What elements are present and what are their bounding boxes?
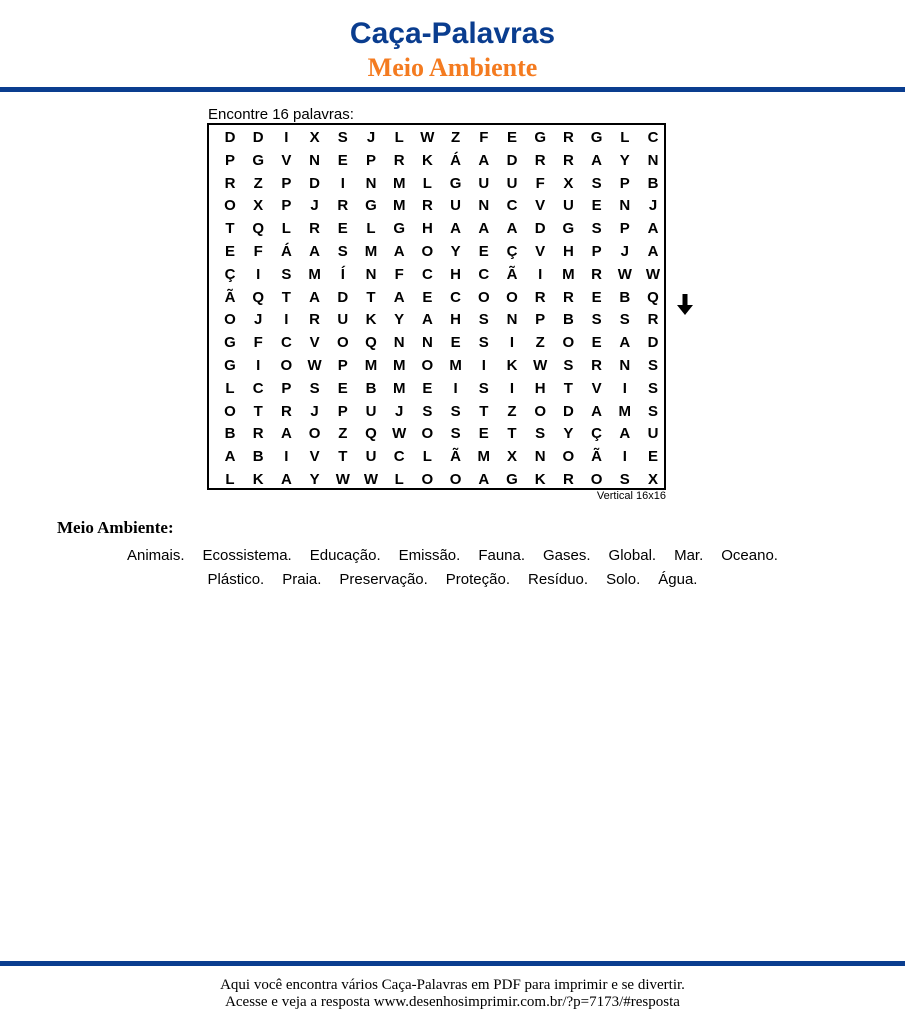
grid-letter: F [479, 129, 489, 146]
word-list-line-1 [0, 547, 905, 565]
grid-letter: M [364, 357, 378, 374]
grid-letter: Q [252, 220, 265, 238]
grid-letter: G [393, 220, 406, 238]
grid-letter: E [450, 334, 461, 352]
grid-letter: Ã [591, 448, 603, 466]
grid-letter: Y [309, 471, 320, 488]
grid-letter: S [591, 220, 602, 238]
word-list-item: Fauna. [478, 547, 526, 564]
grid-letter: G [224, 357, 236, 374]
grid-letter: P [535, 311, 546, 329]
grid-letter: U [365, 402, 377, 420]
grid-letter: Á [450, 151, 462, 169]
grid-letter: B [647, 174, 659, 192]
grid-letter: D [506, 151, 518, 169]
grid-letter: S [478, 311, 489, 329]
grid-letter: L [620, 129, 630, 146]
grid-letter: L [225, 471, 235, 488]
grid-letter: B [252, 448, 264, 466]
grid-letter: H [450, 265, 462, 283]
grid-letter: Ã [506, 265, 518, 283]
footer-divider [0, 961, 905, 966]
grid-letter: O [224, 197, 236, 215]
grid-letter: G [449, 174, 462, 192]
grid-letter: C [421, 265, 433, 283]
grid-letter: Q [365, 425, 377, 443]
grid-letter: P [591, 243, 602, 260]
grid-caption: Vertical 16x16 [596, 490, 666, 502]
grid-letter: F [253, 243, 263, 260]
grid-letter: A [280, 425, 292, 443]
grid-letter: N [393, 334, 405, 352]
grid-letter: F [253, 334, 263, 352]
grid-letter: O [562, 334, 575, 352]
grid-letter: A [619, 425, 631, 443]
grid-letter: M [562, 265, 575, 283]
grid-letter: N [506, 311, 518, 329]
grid-letter: O [280, 357, 293, 374]
grid-letter: L [422, 448, 432, 466]
grid-letter: R [280, 402, 292, 420]
grid-letter: Z [535, 334, 545, 352]
grid-letter: I [284, 311, 289, 329]
grid-letter: E [591, 197, 602, 215]
word-list-item: Animais. [127, 547, 185, 564]
grid-letter: I [509, 379, 515, 397]
grid-letter: Y [450, 243, 461, 260]
word-list-title: Meio Ambiente: [57, 518, 174, 537]
grid-letter: H [534, 379, 546, 397]
grid-letter: I [538, 265, 543, 283]
grid-letter: O [562, 448, 575, 466]
word-list-item: Água. [658, 571, 698, 588]
grid-letter: R [562, 151, 574, 169]
grid-letter: H [421, 220, 433, 238]
grid-letter: E [337, 220, 348, 238]
grid-letter: S [309, 379, 320, 397]
grid-letter: O [308, 425, 321, 443]
word-search-grid [207, 123, 666, 490]
grid-letter: G [506, 471, 518, 488]
grid-letter: P [619, 174, 630, 192]
grid-letter: N [309, 151, 321, 169]
grid-letter: W [617, 265, 632, 283]
grid-letter: R [224, 174, 236, 192]
grid-letter: I [481, 357, 486, 374]
grid-letter: X [563, 174, 574, 192]
grid-letter: I [622, 379, 627, 397]
grid-letter: D [309, 174, 321, 192]
grid-letter: S [647, 357, 658, 374]
grid-letter: X [253, 197, 264, 215]
grid-letter: A [450, 220, 462, 238]
grid-letter: Q [365, 334, 377, 352]
grid-letter: W [307, 357, 322, 374]
grid-letter: N [365, 174, 377, 192]
grid-letter: D [562, 402, 574, 420]
grid-letter: P [365, 151, 376, 169]
grid-letter: F [394, 265, 404, 283]
grid-letter: R [562, 471, 574, 488]
grid-letter: O [421, 425, 434, 443]
grid-letter: N [619, 197, 631, 215]
grid-letter: S [619, 311, 630, 329]
grid-letter: J [395, 402, 404, 420]
grid-letter: Á [280, 243, 292, 260]
grid-letter: M [618, 402, 632, 420]
grid-letter: P [281, 174, 292, 192]
grid-letter: Y [563, 425, 574, 443]
grid-letter: R [393, 151, 405, 169]
grid-letter: E [337, 151, 348, 169]
puzzle-instruction: Encontre 16 palavras: [208, 106, 354, 123]
grid-letter: L [394, 129, 404, 146]
header-divider [0, 87, 905, 92]
grid-letter: M [477, 448, 491, 466]
grid-letter: S [281, 265, 292, 283]
grid-letter: R [309, 220, 321, 238]
grid-letter: Q [252, 288, 265, 306]
grid-letter: I [340, 174, 345, 192]
grid-letter: A [647, 243, 659, 260]
grid-letter: M [392, 174, 406, 192]
grid-letter: W [392, 425, 407, 443]
grid-letter: R [534, 151, 546, 169]
grid-letter: U [365, 448, 377, 466]
grid-letter: R [421, 197, 433, 215]
grid-letter: T [225, 220, 235, 238]
grid-letter: P [281, 197, 292, 215]
grid-letter: W [335, 471, 350, 488]
grid-letter: O [336, 334, 349, 352]
grid-letter: A [478, 151, 490, 169]
page-title: Caça-Palavras [349, 17, 556, 50]
grid-letter: U [478, 174, 490, 192]
grid-letter: V [281, 151, 292, 169]
grid-letter: I [622, 448, 627, 466]
grid-letter: P [224, 151, 235, 169]
grid-letter: U [337, 311, 349, 329]
grid-letter: C [478, 265, 490, 283]
grid-letter: K [365, 311, 377, 329]
grid-letter: R [337, 197, 349, 215]
grid-letter: W [645, 265, 661, 283]
grid-letter: D [252, 129, 264, 146]
grid-letter: O [590, 471, 603, 488]
grid-letter: I [509, 334, 515, 352]
grid-letter: K [534, 471, 546, 488]
grid-letter: O [449, 471, 462, 488]
grid-letter: O [224, 402, 236, 420]
grid-letter: V [535, 243, 546, 260]
word-list-item: Gases. [543, 547, 591, 564]
grid-letter: A [309, 243, 321, 260]
grid-letter: A [280, 471, 292, 488]
arrow-down-icon [676, 294, 694, 316]
grid-letter: C [252, 379, 264, 397]
grid-letter: T [563, 379, 573, 397]
grid-letter: C [506, 197, 518, 215]
grid-letter: T [366, 288, 376, 306]
grid-letter: R [647, 311, 659, 329]
word-list-item: Educação. [309, 547, 381, 564]
grid-letter: Z [253, 174, 263, 192]
grid-letter: N [365, 265, 377, 283]
grid-letter: I [284, 448, 289, 466]
grid-letter: S [450, 425, 461, 443]
grid-letter: S [619, 471, 630, 488]
grid-letter: B [224, 425, 236, 443]
grid-letter: V [591, 379, 602, 397]
grid-letter: W [420, 129, 435, 146]
grid-letter: R [534, 288, 546, 306]
grid-letter: O [534, 402, 547, 420]
word-list-line-2 [0, 571, 905, 589]
word-list-item: Global. [608, 547, 657, 564]
grid-letter: I [284, 129, 289, 146]
grid-letter: O [224, 311, 236, 329]
grid-letter: U [562, 197, 574, 215]
grid-letter: C [280, 334, 292, 352]
grid-letter: E [422, 379, 433, 397]
grid-letter: R [591, 265, 603, 283]
grid-letter: K [421, 151, 433, 169]
grid-letter: Z [507, 402, 517, 420]
grid-letter: M [449, 357, 462, 374]
grid-letter: Ã [450, 448, 462, 466]
grid-letter: P [281, 379, 292, 397]
grid-letter: A [647, 220, 659, 238]
grid-letter: Ç [506, 243, 518, 260]
grid-letter: I [453, 379, 458, 397]
grid-letter: G [534, 129, 547, 146]
word-list-item: Oceano. [721, 547, 778, 564]
grid-letter: A [506, 220, 518, 238]
grid-letter: S [478, 334, 489, 352]
grid-letter: N [534, 448, 546, 466]
grid-letter: E [591, 334, 602, 352]
grid-letter: Ç [224, 265, 236, 283]
grid-letter: O [421, 243, 434, 260]
grid-letter: C [450, 288, 462, 306]
grid-letter: T [479, 402, 489, 420]
word-list-item: Solo. [606, 571, 641, 588]
grid-letter: L [394, 471, 404, 488]
grid-letter: E [647, 448, 658, 466]
grid-letter: X [647, 471, 658, 488]
grid-letter: I [256, 265, 261, 283]
grid-letter: G [252, 151, 265, 169]
grid-letter: C [647, 129, 659, 146]
grid-letter: A [309, 288, 321, 306]
word-list-item: Mar. [674, 547, 704, 564]
grid-letter: V [309, 334, 320, 352]
grid-letter: O [477, 288, 490, 306]
grid-letter: F [535, 174, 545, 192]
word-list-item: Proteção. [445, 571, 511, 588]
grid-letter: H [450, 311, 462, 329]
footer-text: Aqui você encontra vários Caça-Palavras em PDF para imprimir e se divertir. [220, 977, 685, 993]
grid-letter: E [591, 288, 602, 306]
grid-letter: S [591, 174, 602, 192]
grid-letter: S [422, 402, 433, 420]
grid-letter: T [281, 288, 291, 306]
grid-letter: X [506, 448, 517, 466]
grid-letter: M [308, 265, 321, 283]
grid-letter: D [224, 129, 236, 146]
word-list-item: Plástico. [207, 571, 265, 588]
grid-letter: N [647, 151, 659, 169]
grid-letter: D [534, 220, 546, 238]
grid-letter: L [422, 174, 432, 192]
grid-letter: A [619, 334, 631, 352]
grid-letter: U [450, 197, 462, 215]
grid-letter: E [337, 379, 348, 397]
grid-letter: O [506, 288, 518, 306]
grid-letter: A [224, 448, 236, 466]
grid-letter: U [506, 174, 518, 192]
grid-letter: W [533, 357, 548, 374]
grid-letter: E [422, 288, 433, 306]
grid-letter: G [590, 129, 603, 146]
grid-letter: Ã [224, 288, 236, 306]
grid-letter: J [648, 197, 658, 215]
grid-letter: S [591, 311, 602, 329]
grid-letter: L [225, 379, 235, 397]
grid-letter: S [450, 402, 461, 420]
grid-letter: E [506, 129, 517, 146]
grid-letter: Y [619, 151, 630, 169]
grid-letter: D [647, 334, 659, 352]
grid-letter: R [309, 311, 321, 329]
grid-letter: A [393, 243, 405, 260]
grid-letter: Q [647, 288, 659, 306]
grid-letter: E [478, 243, 489, 260]
grid-letter: S [647, 379, 658, 397]
grid-letter: N [421, 334, 433, 352]
grid-letter: J [254, 311, 263, 329]
word-list-item: Preservação. [339, 571, 428, 588]
grid-letter: E [224, 243, 235, 260]
footer-link-text: Acesse e veja a resposta www.desenhosimprimir.com.br/?p=7173/#resposta [225, 994, 680, 1010]
grid-letter: W [363, 471, 379, 488]
grid-letter: K [252, 471, 264, 488]
grid-letter: P [619, 220, 630, 238]
grid-letter: A [478, 471, 490, 488]
grid-letter: A [591, 151, 603, 169]
grid-letter: I [256, 357, 261, 374]
grid-letter: A [478, 220, 490, 238]
grid-letter: Í [340, 265, 345, 283]
word-list-item: Resíduo. [528, 571, 589, 588]
grid-letter: M [392, 197, 406, 215]
word-list-item: Praia. [282, 571, 322, 588]
grid-letter: J [310, 402, 319, 420]
grid-letter: L [281, 220, 291, 238]
grid-letter: G [224, 334, 236, 352]
grid-letter: M [364, 243, 378, 260]
grid-letter: Y [394, 311, 405, 329]
grid-letter: B [562, 311, 574, 329]
grid-letter: X [309, 129, 320, 146]
grid-letter: S [337, 243, 348, 260]
grid-letter: T [507, 425, 517, 443]
grid-letter: R [252, 425, 264, 443]
grid-letter: N [619, 357, 631, 374]
grid-letter: J [620, 243, 629, 260]
grid-letter: P [337, 402, 348, 420]
grid-letter: R [562, 129, 574, 146]
page-subtitle: Meio Ambiente [367, 53, 538, 82]
grid-letter: A [421, 311, 433, 329]
grid-letter: R [562, 288, 574, 306]
grid-letter: S [535, 425, 546, 443]
grid-letter: Z [451, 129, 461, 146]
grid-letter: P [337, 357, 348, 374]
grid-letter: O [421, 471, 434, 488]
word-list-item: Ecossistema. [202, 547, 292, 564]
grid-letter: R [591, 357, 603, 374]
grid-letter: H [562, 243, 574, 260]
grid-letter: L [366, 220, 376, 238]
grid-letter: S [647, 402, 658, 420]
grid-letter: B [619, 288, 631, 306]
grid-letter: Z [338, 425, 348, 443]
grid-letter: J [366, 129, 376, 146]
grid-letter: G [365, 197, 377, 215]
grid-letter: J [310, 197, 319, 215]
grid-letter: E [478, 425, 489, 443]
grid-letter: U [647, 425, 659, 443]
grid-letter: N [478, 197, 490, 215]
grid-letter: C [393, 448, 405, 466]
grid-letter: V [309, 448, 320, 466]
grid-letter: B [365, 379, 377, 397]
grid-letter: S [337, 129, 348, 146]
grid-letter: M [392, 357, 406, 374]
word-list-item: Emissão. [398, 547, 461, 564]
grid-letter: A [393, 288, 405, 306]
grid-letter: A [591, 402, 603, 420]
grid-letter: M [392, 379, 406, 397]
grid-letter: K [506, 357, 518, 374]
grid-letter: G [562, 220, 575, 238]
grid-letter: T [253, 402, 263, 420]
grid-letter: T [338, 448, 348, 466]
grid-letter: V [535, 197, 546, 215]
grid-letter: D [337, 288, 349, 306]
grid-letter: Ç [591, 425, 603, 443]
grid-letter: O [421, 357, 434, 374]
grid-letter: S [478, 379, 489, 397]
grid-letter: S [563, 357, 574, 374]
